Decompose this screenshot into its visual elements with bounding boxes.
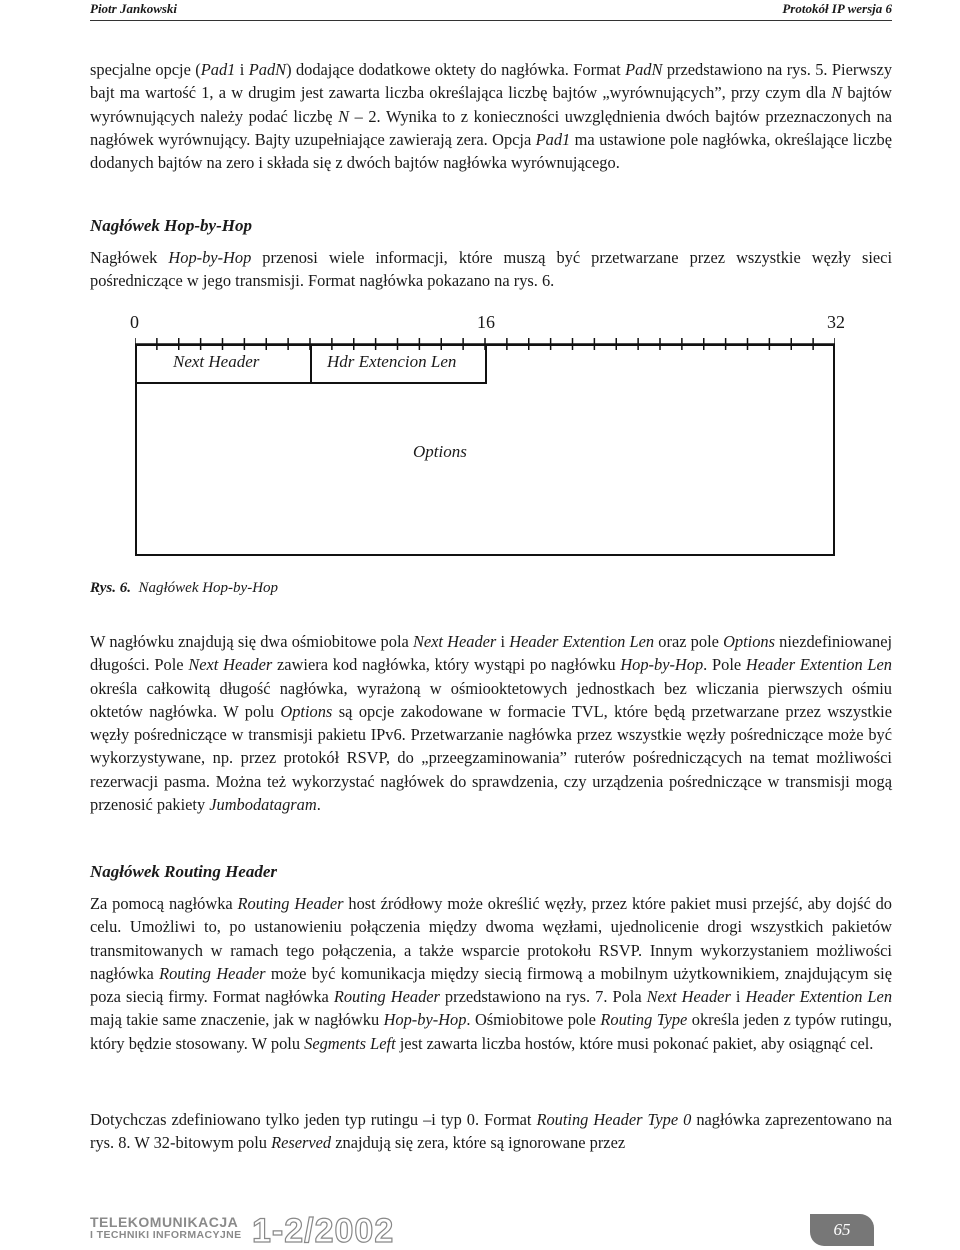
hdr-len-field — [310, 344, 487, 384]
bit-label-32: 32 — [827, 312, 845, 332]
journal-name — [90, 1216, 242, 1242]
page-number: 65 — [810, 1214, 874, 1246]
bit-label-0: 0 — [130, 312, 139, 332]
hop-by-hop-header-diagram — [125, 310, 855, 566]
hdr-len-field-label: Hdr Extencion Len — [327, 352, 457, 371]
paragraph-hop-by-hop-intro: Nagłówek Hop-by-Hop przenosi wiele informacji, które muszą być przetwarzane przez wszystkie węzły sieci pośredniczące w jego transmisji. Format nagłówka pokazano na rys. 6. — [90, 248, 892, 291]
page-footer — [90, 1214, 892, 1248]
journal-name-line1: TELEKOMUNIKACJA — [90, 1214, 239, 1230]
section-heading-routing-header: Nagłówek Routing Header — [90, 862, 278, 881]
bit-label-16: 16 — [477, 312, 495, 332]
running-head-author: Piotr Jankowski — [90, 1, 178, 16]
paragraph-routing-type: Dotychczas zdefiniowano tylko jeden typ rutingu –i typ 0. Format Routing Header Type 0 nagłówka zaprezentowano na rys. 8. W 32-bitowym polu Reserved znajdują się zera, które są ignorowane przez — [90, 1110, 892, 1153]
section-heading-hop-by-hop: Nagłówek Hop-by-Hop — [90, 216, 252, 235]
journal-name-line2: I TECHNIKI INFORMACYJNE — [90, 1229, 242, 1241]
options-field-label: Options — [413, 442, 467, 461]
paragraph-hop-by-hop-fields: W nagłówku znajdują się dwa ośmiobitowe pola Next Header i Header Extention Len oraz pole Options niezdefiniowanej długości. Pole Next Header zawiera kod nagłówka, który wystąpi po nagłówku Hop-by-Hop. Pole Header Extention Len określa całkowitą długość nagłówka, wyrażoną w ośmiooktetowych jednostkach bez wliczania pierwszych ośmiu oktetów nagłówka. W polu Options są opcje zakodowane w formacie TVL, które będą przetwarzane przez wszystkie węzły pośredniczące w transmisji pakietu IPv6. Przetwarzanie nagłówka przez wszystkie węzły pośredniczące może być wykorzystywane, np. przez protokół RSVP, do „przeegzaminowania” ruterów pośredniczących na temat możliwości rezerwacji pasma. Można też wykorzystać nagłówek do sprawdzenia, czy urządzenia pośredniczące w transmisji mogą przenosić pakiety Jumbodatagram. — [90, 632, 893, 815]
running-head-title: Protokół IP wersja 6 — [782, 1, 892, 16]
figure-caption — [90, 580, 278, 597]
running-head — [90, 0, 892, 21]
issue-number: 1-2/2002 — [252, 1212, 395, 1250]
caption-text: Nagłówek Hop-by-Hop — [138, 580, 279, 596]
next-header-field-label: Next Header — [173, 352, 260, 371]
paragraph-routing-header: Za pomocą nagłówka Routing Header host źródłowy może określić węzły, przez które pakiet musi przejść, aby dojść do celu. Umożliwi to, po ustanowieniu połączenia między dwoma węzłami, ujednolicenie drogi wszystkich pakietów transmitowanych w ramach tego połączenia, a także wsparcie protokołu RSVP. Innym wykorzystaniem możliwości nagłówka Routing Header może być komunikacja między siecią firmową a mobilnym użytkownikiem, znajdującym się poza siecią firmy. Format nagłówka Routing Header przedstawiono na rys. 7. Pola Next Header i Header Extention Len mają takie same znaczenie, jak w nagłówku Hop-by-Hop. Ośmiobitowe pole Routing Type określa jeden z typów rutingu, który będzie stosowany. W polu Segments Left jest zawarta liczba hostów, które musi pokonać pakiet, aby osiągnąć cel. — [90, 894, 893, 1053]
caption-label: Rys. 6. — [90, 580, 131, 596]
next-header-field — [135, 344, 312, 384]
paragraph-pad-options: specjalne opcje (Pad1 i PadN) dodające dodatkowe oktety do nagłówka. Format PadN przedstawiono na rys. 5. Pierwszy bajt ma wartość 1, a w drugim jest zawarta liczba określająca liczbę bajtów „wyrównujących”, przy czym dla N bajtów wyrównujących należy podać liczbę N – 2. Wynika to z konieczności uwzględnienia dwóch bajtów przeznaczonych na nagłówek wyrównujący. Bajty uzupełniające zawierają zera. Opcja Pad1 ma ustawione pole nagłówka, określające liczbę dodanych bajtów na zero i składa się z dwóch bajtów nagłówka wyrównującego. — [90, 60, 893, 173]
